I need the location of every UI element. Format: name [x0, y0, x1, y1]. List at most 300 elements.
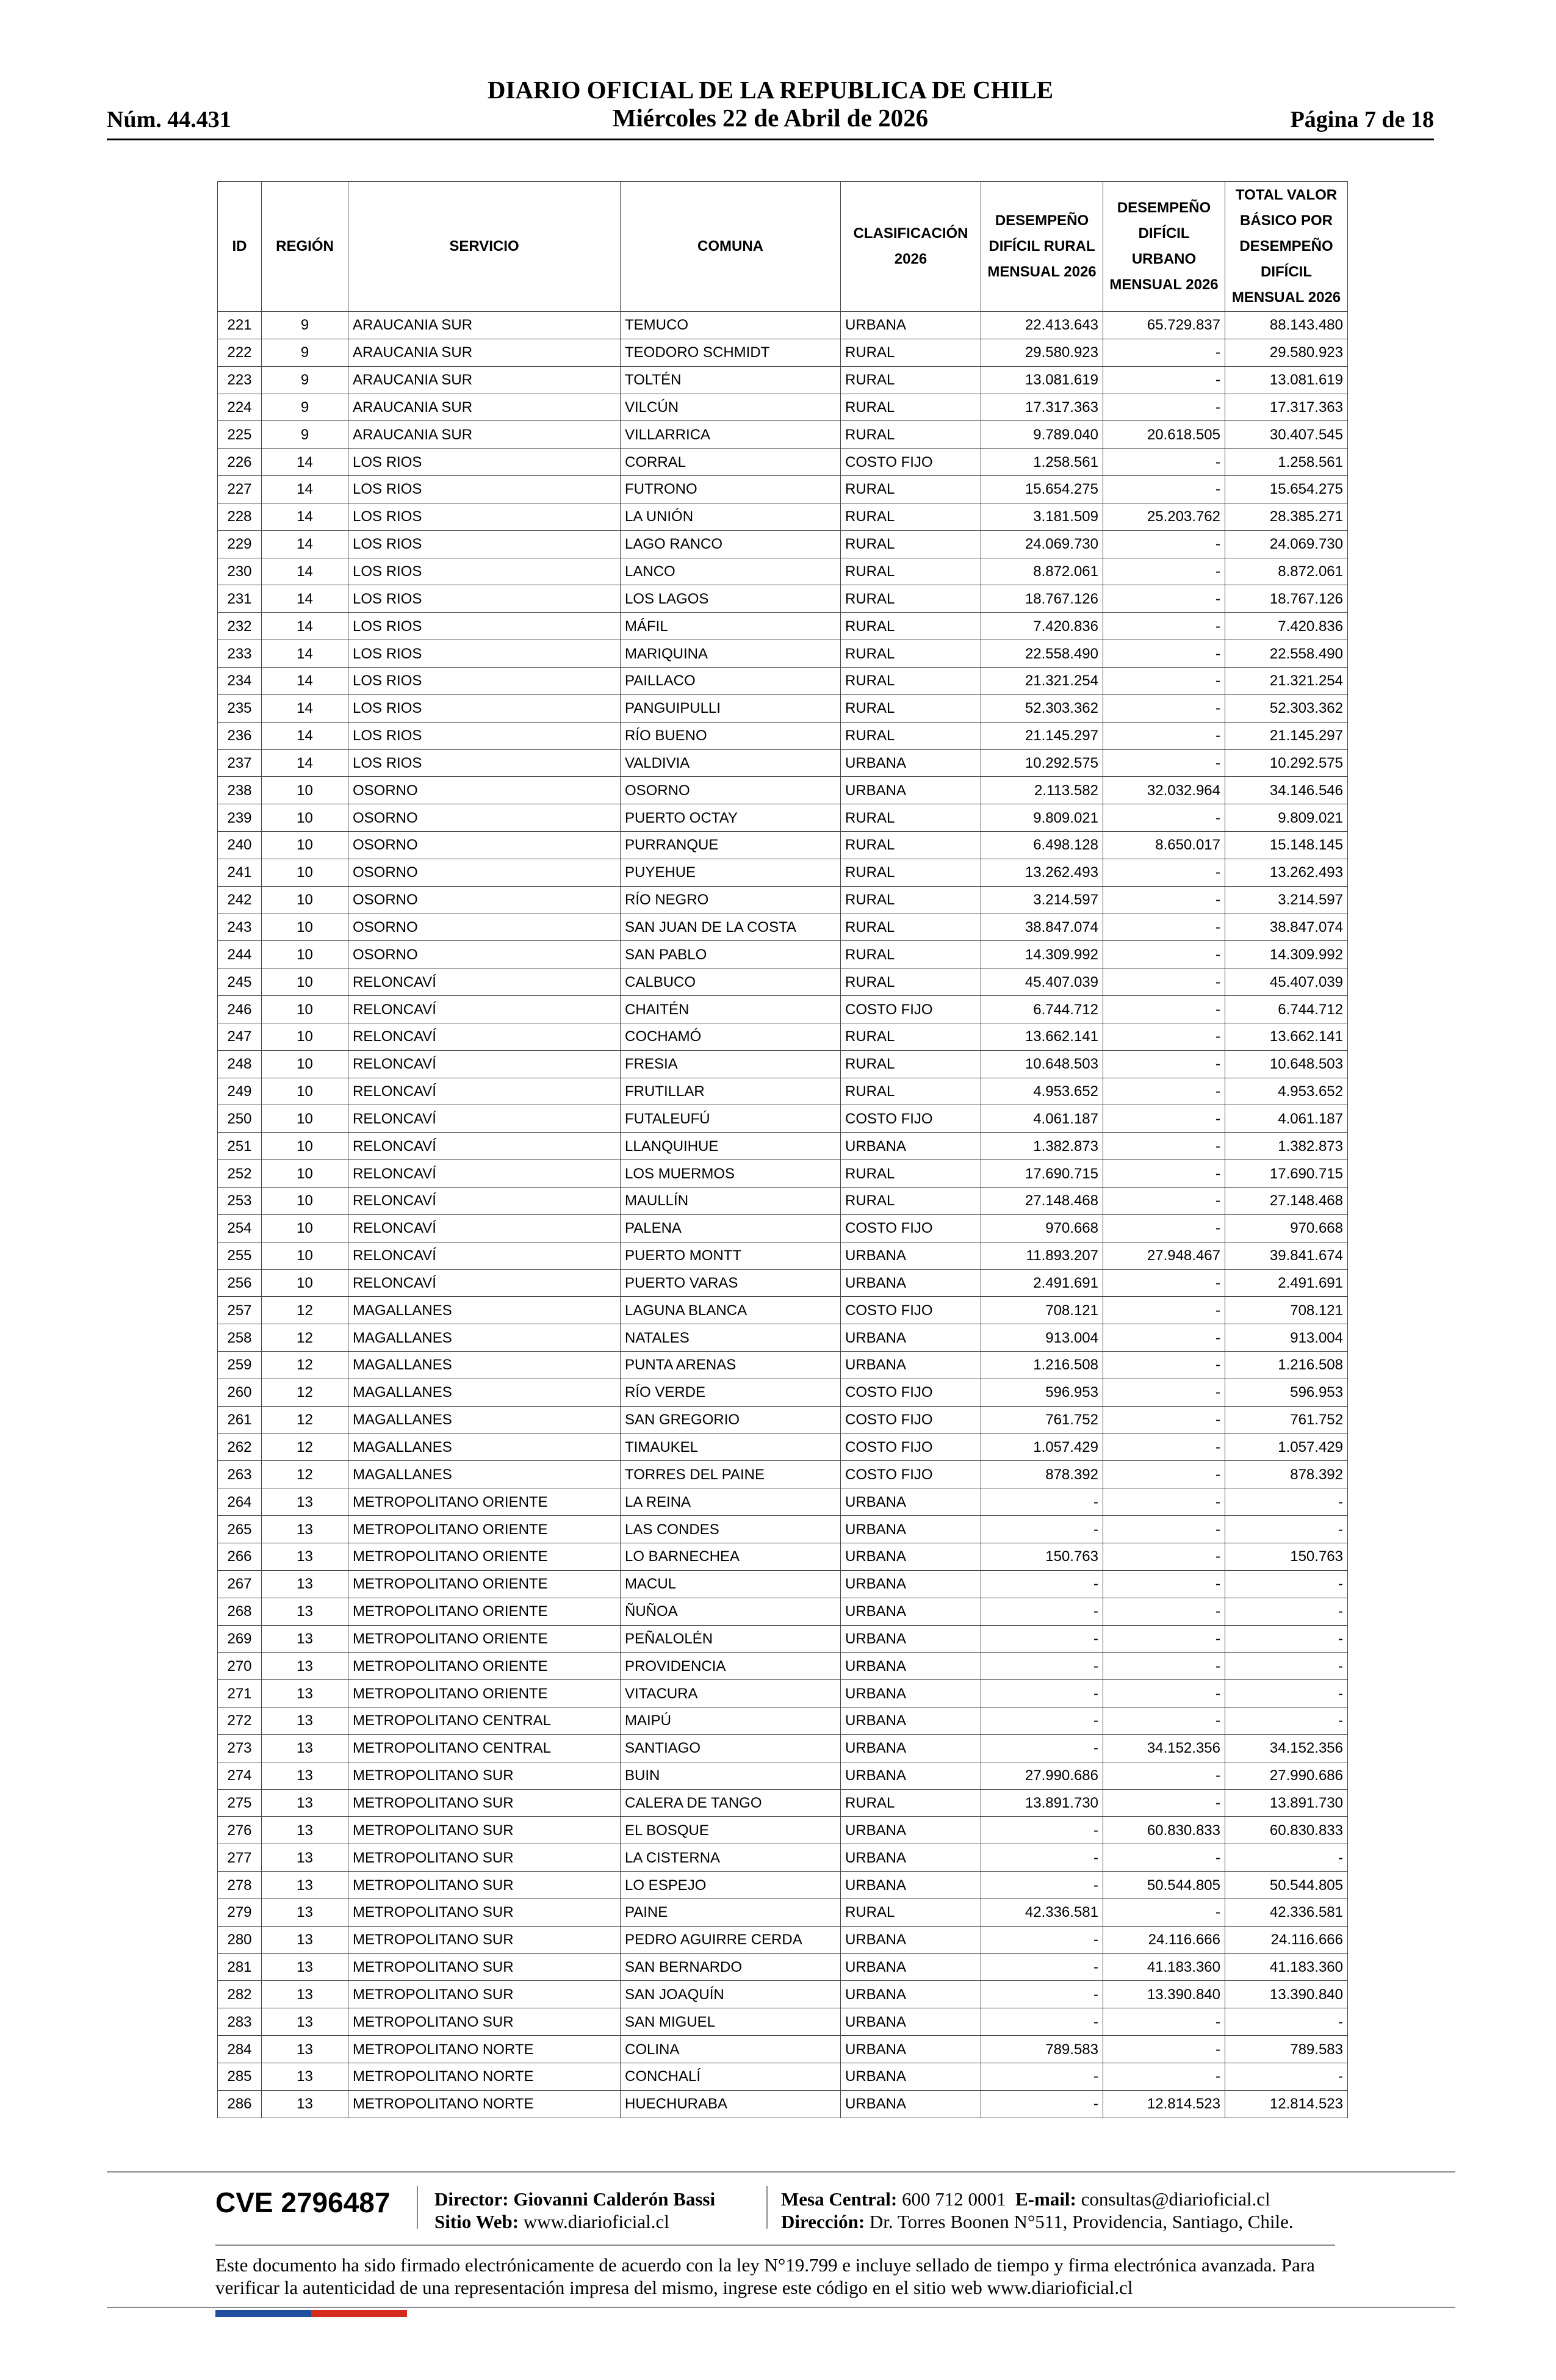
col-rural-cell: 8.872.061 — [981, 558, 1103, 585]
table-row — [218, 2036, 1348, 2063]
table-row — [218, 530, 1348, 558]
col-id-cell: 253 — [218, 1188, 262, 1215]
col-urbano-cell: - — [1103, 886, 1225, 914]
col-total-cell: 27.990.686 — [1225, 1762, 1348, 1789]
col-clasificacion-cell: RURAL — [841, 804, 981, 832]
col-rural-cell: 3.214.597 — [981, 886, 1103, 914]
col-servicio-cell: ARAUCANIA SUR — [348, 394, 621, 421]
col-comuna-cell: MARIQUINA — [621, 640, 841, 668]
col-total-cell: 10.648.503 — [1225, 1050, 1348, 1078]
col-servicio-cell: METROPOLITANO ORIENTE — [348, 1598, 621, 1625]
col-region-cell: 12 — [262, 1461, 348, 1488]
col-total-cell: 13.662.141 — [1225, 1023, 1348, 1050]
col-total-cell: 39.841.674 — [1225, 1242, 1348, 1269]
table-row — [218, 1598, 1348, 1625]
director-name: Giovanni Calderón Bassi — [513, 2188, 716, 2210]
col-servicio-cell: LOS RIOS — [348, 449, 621, 476]
col-urbano-cell: - — [1103, 1188, 1225, 1215]
col-total-cell: 878.392 — [1225, 1461, 1348, 1488]
col-total-cell: 2.491.691 — [1225, 1269, 1348, 1297]
table-row — [218, 914, 1348, 941]
col-comuna-cell: CORRAL — [621, 449, 841, 476]
col-id-cell: 285 — [218, 2063, 262, 2091]
col-clasificacion-cell: URBANA — [841, 1242, 981, 1269]
col-comuna-cell: PURRANQUE — [621, 832, 841, 859]
col-comuna-cell: VILLARRICA — [621, 421, 841, 449]
col-servicio-cell: METROPOLITANO ORIENTE — [348, 1653, 621, 1680]
col-servicio-cell: RELONCAVÍ — [348, 1133, 621, 1160]
col-urbano-cell: 65.729.837 — [1103, 312, 1225, 339]
table-row — [218, 1789, 1348, 1817]
col-servicio-cell: METROPOLITANO SUR — [348, 1872, 621, 1899]
col-region-cell: 13 — [262, 1488, 348, 1516]
col-total-cell: 970.668 — [1225, 1214, 1348, 1242]
col-servicio-cell: METROPOLITANO ORIENTE — [348, 1680, 621, 1707]
col-comuna-cell: PUERTO OCTAY — [621, 804, 841, 832]
col-rural-cell: 2.491.691 — [981, 1269, 1103, 1297]
col-servicio-header: SERVICIO — [348, 182, 621, 312]
col-servicio-cell: LOS RIOS — [348, 667, 621, 694]
col-id-cell: 283 — [218, 2008, 262, 2036]
col-clasificacion-cell: URBANA — [841, 312, 981, 339]
col-comuna-cell: PUYEHUE — [621, 859, 841, 886]
footer-director-block — [434, 2188, 715, 2233]
col-region-cell: 10 — [262, 1050, 348, 1078]
col-urbano-cell: - — [1103, 1899, 1225, 1926]
col-region-cell: 13 — [262, 1516, 348, 1543]
col-rural-cell: 1.216.508 — [981, 1352, 1103, 1379]
col-urbano-cell: 60.830.833 — [1103, 1817, 1225, 1844]
col-id-cell: 270 — [218, 1653, 262, 1680]
table-row — [218, 1297, 1348, 1324]
col-rural-cell: 6.498.128 — [981, 832, 1103, 859]
col-urbano-cell: - — [1103, 1653, 1225, 1680]
col-id-cell: 241 — [218, 859, 262, 886]
col-region-cell: 12 — [262, 1297, 348, 1324]
col-id-cell: 268 — [218, 1598, 262, 1625]
col-total-cell: 17.317.363 — [1225, 394, 1348, 421]
col-clasificacion-cell: URBANA — [841, 1543, 981, 1570]
col-comuna-cell: PEÑALOLÉN — [621, 1625, 841, 1653]
col-urbano-cell: 41.183.360 — [1103, 1953, 1225, 1981]
col-comuna-cell: VALDIVIA — [621, 749, 841, 777]
table-row — [218, 996, 1348, 1023]
col-clasificacion-cell: COSTO FIJO — [841, 1433, 981, 1461]
col-rural-cell: 596.953 — [981, 1379, 1103, 1406]
col-region-cell: 9 — [262, 312, 348, 339]
col-comuna-cell: ÑUÑOA — [621, 1598, 841, 1625]
table-row — [218, 722, 1348, 749]
table-row — [218, 1242, 1348, 1269]
col-clasificacion-cell: RURAL — [841, 640, 981, 668]
col-rural-cell: 21.145.297 — [981, 722, 1103, 749]
col-clasificacion-cell: URBANA — [841, 1625, 981, 1653]
col-servicio-cell: METROPOLITANO ORIENTE — [348, 1625, 621, 1653]
col-region-cell: 13 — [262, 1872, 348, 1899]
col-id-cell: 221 — [218, 312, 262, 339]
col-id-cell: 223 — [218, 366, 262, 394]
col-comuna-cell: LA REINA — [621, 1488, 841, 1516]
table-row — [218, 1050, 1348, 1078]
table-row — [218, 1899, 1348, 1926]
col-region-cell: 13 — [262, 1598, 348, 1625]
col-id-cell: 237 — [218, 749, 262, 777]
col-total-cell: 150.763 — [1225, 1543, 1348, 1570]
table-row — [218, 1844, 1348, 1872]
col-servicio-cell: OSORNO — [348, 886, 621, 914]
col-region-cell: 13 — [262, 1844, 348, 1872]
col-rural-cell: - — [981, 1570, 1103, 1598]
col-clasificacion-cell: RURAL — [841, 503, 981, 530]
table-row — [218, 1324, 1348, 1352]
col-rural-cell: 1.258.561 — [981, 449, 1103, 476]
col-comuna-cell: FRUTILLAR — [621, 1078, 841, 1105]
col-urbano-cell: - — [1103, 1050, 1225, 1078]
col-clasificacion-cell: RURAL — [841, 1023, 981, 1050]
col-rural-cell: - — [981, 1734, 1103, 1762]
col-clasificacion-cell: RURAL — [841, 613, 981, 640]
col-clasificacion-cell: COSTO FIJO — [841, 1379, 981, 1406]
col-region-cell: 14 — [262, 694, 348, 722]
col-total-cell: - — [1225, 1707, 1348, 1735]
col-region-cell: 13 — [262, 1981, 348, 2008]
table-row — [218, 941, 1348, 968]
col-urbano-cell: - — [1103, 1023, 1225, 1050]
col-id-cell: 275 — [218, 1789, 262, 1817]
col-total-cell: 1.258.561 — [1225, 449, 1348, 476]
col-rural-cell: 14.309.992 — [981, 941, 1103, 968]
col-region-cell: 13 — [262, 1789, 348, 1817]
col-comuna-cell: LANCO — [621, 558, 841, 585]
col-clasificacion-cell: URBANA — [841, 1872, 981, 1899]
col-servicio-cell: METROPOLITANO NORTE — [348, 2063, 621, 2091]
col-rural-cell: 45.407.039 — [981, 968, 1103, 996]
col-servicio-cell: RELONCAVÍ — [348, 1242, 621, 1269]
col-region-cell: 14 — [262, 667, 348, 694]
col-comuna-cell: LAGO RANCO — [621, 530, 841, 558]
col-servicio-cell: RELONCAVÍ — [348, 1160, 621, 1188]
col-total-cell: - — [1225, 1598, 1348, 1625]
col-urbano-cell: - — [1103, 476, 1225, 503]
col-total-cell: 3.214.597 — [1225, 886, 1348, 914]
col-rural-cell: 13.081.619 — [981, 366, 1103, 394]
col-region-cell: 14 — [262, 640, 348, 668]
col-id-cell: 250 — [218, 1105, 262, 1133]
col-rural-cell: 11.893.207 — [981, 1242, 1103, 1269]
table-row — [218, 749, 1348, 777]
table-row — [218, 832, 1348, 859]
col-clasificacion-cell: RURAL — [841, 476, 981, 503]
footer-separator — [766, 2186, 768, 2229]
col-clasificacion-cell: RURAL — [841, 941, 981, 968]
col-urbano-cell: - — [1103, 914, 1225, 941]
col-id-cell: 249 — [218, 1078, 262, 1105]
col-clasificacion-cell: RURAL — [841, 886, 981, 914]
table-row — [218, 1105, 1348, 1133]
col-urbano-cell: 24.116.666 — [1103, 1926, 1225, 1953]
col-urbano-cell: - — [1103, 1105, 1225, 1133]
col-servicio-cell: MAGALLANES — [348, 1324, 621, 1352]
col-comuna-cell: PALENA — [621, 1214, 841, 1242]
col-region-cell: 10 — [262, 1242, 348, 1269]
col-comuna-cell: CALERA DE TANGO — [621, 1789, 841, 1817]
col-rural-cell: - — [981, 2063, 1103, 2091]
table-row — [218, 777, 1348, 804]
col-comuna-cell: FRESIA — [621, 1050, 841, 1078]
col-clasificacion-cell: URBANA — [841, 1680, 981, 1707]
col-rural-cell: 1.382.873 — [981, 1133, 1103, 1160]
col-urbano-cell: - — [1103, 1789, 1225, 1817]
col-comuna-cell: PUERTO MONTT — [621, 1242, 841, 1269]
col-comuna-cell: LA UNIÓN — [621, 503, 841, 530]
col-servicio-cell: RELONCAVÍ — [348, 1105, 621, 1133]
col-urbano-header: DESEMPEÑO DIFÍCIL URBANO MENSUAL 2026 — [1103, 182, 1225, 312]
col-id-cell: 271 — [218, 1680, 262, 1707]
col-comuna-cell: LAS CONDES — [621, 1516, 841, 1543]
col-region-cell: 10 — [262, 1214, 348, 1242]
col-urbano-cell: 13.390.840 — [1103, 1981, 1225, 2008]
legal-notice: Este documento ha sido firmado electrónicamente de acuerdo con la ley N°19.799 e incluye sellado de tiempo y firma electrónica avanzada. Para verificar la autenticidad de una representación impresa del mismo, ingrese este código en el sitio web www.diarioficial.cl — [215, 2254, 1315, 2298]
table-row — [218, 366, 1348, 394]
col-total-cell: 761.752 — [1225, 1406, 1348, 1433]
col-region-cell: 10 — [262, 1023, 348, 1050]
col-rural-cell: - — [981, 1598, 1103, 1625]
col-comuna-cell: LO ESPEJO — [621, 1872, 841, 1899]
col-total-cell: 9.809.021 — [1225, 804, 1348, 832]
col-id-cell: 256 — [218, 1269, 262, 1297]
table-row — [218, 1680, 1348, 1707]
col-id-cell: 228 — [218, 503, 262, 530]
col-urbano-cell: - — [1103, 1078, 1225, 1105]
col-id-cell: 232 — [218, 613, 262, 640]
col-total-cell: 18.767.126 — [1225, 585, 1348, 613]
col-id-cell: 224 — [218, 394, 262, 421]
table-row — [218, 1981, 1348, 2008]
table-row — [218, 1133, 1348, 1160]
col-servicio-cell: MAGALLANES — [348, 1352, 621, 1379]
web-value[interactable]: www.diarioficial.cl — [523, 2211, 669, 2232]
col-comuna-cell: PANGUIPULLI — [621, 694, 841, 722]
col-servicio-cell: METROPOLITANO SUR — [348, 1981, 621, 2008]
col-clasificacion-cell: RURAL — [841, 914, 981, 941]
col-clasificacion-cell: URBANA — [841, 1598, 981, 1625]
col-comuna-cell: RÍO BUENO — [621, 722, 841, 749]
table-row — [218, 1570, 1348, 1598]
col-comuna-cell: LLANQUIHUE — [621, 1133, 841, 1160]
col-id-cell: 246 — [218, 996, 262, 1023]
col-comuna-cell: PUERTO VARAS — [621, 1269, 841, 1297]
col-id-cell: 263 — [218, 1461, 262, 1488]
col-clasificacion-cell: COSTO FIJO — [841, 1406, 981, 1433]
col-comuna-cell: SAN MIGUEL — [621, 2008, 841, 2036]
email-label: E-mail: — [1015, 2188, 1076, 2210]
col-total-cell: 24.069.730 — [1225, 530, 1348, 558]
col-id-cell: 261 — [218, 1406, 262, 1433]
col-comuna-cell: TORRES DEL PAINE — [621, 1461, 841, 1488]
col-urbano-cell: - — [1103, 804, 1225, 832]
col-total-cell: 52.303.362 — [1225, 694, 1348, 722]
col-id-cell: 273 — [218, 1734, 262, 1762]
col-total-cell: 6.744.712 — [1225, 996, 1348, 1023]
col-urbano-cell: - — [1103, 859, 1225, 886]
col-region-cell: 13 — [262, 1543, 348, 1570]
col-id-cell: 281 — [218, 1953, 262, 1981]
col-id-cell: 260 — [218, 1379, 262, 1406]
col-comuna-cell: CHAITÉN — [621, 996, 841, 1023]
col-rural-cell: 9.789.040 — [981, 421, 1103, 449]
col-region-cell: 10 — [262, 859, 348, 886]
col-rural-header: DESEMPEÑO DIFÍCIL RURAL MENSUAL 2026 — [981, 182, 1103, 312]
col-servicio-cell: METROPOLITANO SUR — [348, 1762, 621, 1789]
col-region-cell: 10 — [262, 1269, 348, 1297]
col-total-cell: 1.057.429 — [1225, 1433, 1348, 1461]
col-id-cell: 247 — [218, 1023, 262, 1050]
col-servicio-cell: OSORNO — [348, 941, 621, 968]
mesa-label: Mesa Central: — [781, 2188, 898, 2210]
col-rural-cell: - — [981, 1488, 1103, 1516]
flag-blue-segment — [215, 2310, 311, 2317]
col-rural-cell: 13.262.493 — [981, 859, 1103, 886]
col-servicio-cell: METROPOLITANO ORIENTE — [348, 1488, 621, 1516]
col-region-cell: 14 — [262, 476, 348, 503]
table-row — [218, 449, 1348, 476]
col-total-cell: 13.081.619 — [1225, 366, 1348, 394]
col-comuna-cell: LAGUNA BLANCA — [621, 1297, 841, 1324]
issue-number: Núm. 44.431 — [107, 107, 231, 132]
col-rural-cell: 150.763 — [981, 1543, 1103, 1570]
col-clasificacion-cell: URBANA — [841, 1352, 981, 1379]
col-clasificacion-cell: COSTO FIJO — [841, 1297, 981, 1324]
col-clasificacion-cell: URBANA — [841, 2008, 981, 2036]
director-label: Director: — [434, 2188, 509, 2210]
flag-stripe — [215, 2310, 407, 2317]
col-region-cell: 13 — [262, 2063, 348, 2091]
col-comuna-cell: SAN GREGORIO — [621, 1406, 841, 1433]
col-servicio-cell: METROPOLITANO SUR — [348, 1926, 621, 1953]
col-total-cell: 60.830.833 — [1225, 1817, 1348, 1844]
col-servicio-cell: OSORNO — [348, 777, 621, 804]
col-total-cell: 34.152.356 — [1225, 1734, 1348, 1762]
col-total-cell: - — [1225, 1488, 1348, 1516]
col-servicio-cell: METROPOLITANO SUR — [348, 1953, 621, 1981]
col-urbano-cell: - — [1103, 394, 1225, 421]
col-total-cell: 596.953 — [1225, 1379, 1348, 1406]
table-row — [218, 1872, 1348, 1899]
col-urbano-cell: - — [1103, 1570, 1225, 1598]
col-clasificacion-cell: URBANA — [841, 1707, 981, 1735]
col-id-header: ID — [218, 182, 262, 312]
col-comuna-cell: SAN BERNARDO — [621, 1953, 841, 1981]
col-rural-cell: 17.317.363 — [981, 394, 1103, 421]
col-servicio-cell: RELONCAVÍ — [348, 968, 621, 996]
col-urbano-cell: - — [1103, 613, 1225, 640]
col-total-cell: 13.262.493 — [1225, 859, 1348, 886]
col-rural-cell: - — [981, 1981, 1103, 2008]
col-total-cell: 1.216.508 — [1225, 1352, 1348, 1379]
col-servicio-cell: LOS RIOS — [348, 749, 621, 777]
col-clasificacion-cell: RURAL — [841, 394, 981, 421]
col-urbano-cell: - — [1103, 1160, 1225, 1188]
col-servicio-cell: METROPOLITANO SUR — [348, 1789, 621, 1817]
col-urbano-cell: 32.032.964 — [1103, 777, 1225, 804]
col-comuna-cell: CALBUCO — [621, 968, 841, 996]
col-urbano-cell: - — [1103, 1352, 1225, 1379]
col-clasificacion-cell: URBANA — [841, 1926, 981, 1953]
col-servicio-cell: RELONCAVÍ — [348, 1269, 621, 1297]
col-id-cell: 284 — [218, 2036, 262, 2063]
col-servicio-cell: ARAUCANIA SUR — [348, 366, 621, 394]
col-servicio-cell: LOS RIOS — [348, 694, 621, 722]
col-region-cell: 13 — [262, 1734, 348, 1762]
col-clasificacion-cell: URBANA — [841, 1324, 981, 1352]
col-urbano-cell: - — [1103, 1844, 1225, 1872]
col-clasificacion-cell: URBANA — [841, 1570, 981, 1598]
col-total-cell: 22.558.490 — [1225, 640, 1348, 668]
table-row — [218, 1653, 1348, 1680]
col-urbano-cell: - — [1103, 449, 1225, 476]
col-comuna-cell: LOS LAGOS — [621, 585, 841, 613]
table-row — [218, 667, 1348, 694]
col-rural-cell: 708.121 — [981, 1297, 1103, 1324]
col-rural-cell: 27.148.468 — [981, 1188, 1103, 1215]
col-servicio-cell: METROPOLITANO NORTE — [348, 2036, 621, 2063]
col-total-header: TOTAL VALOR BÁSICO POR DESEMPEÑO DIFÍCIL MENSUAL 2026 — [1225, 182, 1348, 312]
col-total-cell: 913.004 — [1225, 1324, 1348, 1352]
col-id-cell: 240 — [218, 832, 262, 859]
col-region-cell: 10 — [262, 832, 348, 859]
table-row — [218, 312, 1348, 339]
col-region-cell: 10 — [262, 1160, 348, 1188]
col-servicio-cell: OSORNO — [348, 804, 621, 832]
col-comuna-cell: VITACURA — [621, 1680, 841, 1707]
col-urbano-cell: - — [1103, 1324, 1225, 1352]
col-urbano-cell: - — [1103, 968, 1225, 996]
col-region-cell: 13 — [262, 1953, 348, 1981]
col-rural-cell: 29.580.923 — [981, 339, 1103, 366]
col-comuna-cell: FUTALEUFÚ — [621, 1105, 841, 1133]
col-urbano-cell: - — [1103, 1379, 1225, 1406]
col-comuna-cell: CONCHALÍ — [621, 2063, 841, 2091]
col-servicio-cell: METROPOLITANO SUR — [348, 1817, 621, 1844]
table-row — [218, 1269, 1348, 1297]
col-clasificacion-cell: RURAL — [841, 339, 981, 366]
col-servicio-cell: METROPOLITANO CENTRAL — [348, 1734, 621, 1762]
footer-bottom-rule — [107, 2307, 1455, 2308]
col-servicio-cell: LOS RIOS — [348, 558, 621, 585]
col-urbano-cell: - — [1103, 585, 1225, 613]
col-id-cell: 265 — [218, 1516, 262, 1543]
col-urbano-cell: - — [1103, 530, 1225, 558]
col-comuna-cell: COCHAMÓ — [621, 1023, 841, 1050]
col-clasificacion-cell: URBANA — [841, 1953, 981, 1981]
col-comuna-cell: MÁFIL — [621, 613, 841, 640]
col-region-cell: 14 — [262, 613, 348, 640]
col-rural-cell: 15.654.275 — [981, 476, 1103, 503]
col-id-cell: 279 — [218, 1899, 262, 1926]
col-urbano-cell: - — [1103, 2063, 1225, 2091]
col-urbano-cell: - — [1103, 1598, 1225, 1625]
col-comuna-cell: RÍO NEGRO — [621, 886, 841, 914]
col-servicio-cell: ARAUCANIA SUR — [348, 312, 621, 339]
col-clasificacion-cell: URBANA — [841, 1133, 981, 1160]
col-region-cell: 10 — [262, 914, 348, 941]
col-servicio-cell: METROPOLITANO SUR — [348, 1844, 621, 1872]
email-value[interactable]: consultas@diarioficial.cl — [1081, 2188, 1270, 2210]
col-region-cell: 9 — [262, 394, 348, 421]
col-servicio-cell: OSORNO — [348, 914, 621, 941]
col-total-cell: 38.847.074 — [1225, 914, 1348, 941]
col-id-cell: 269 — [218, 1625, 262, 1653]
